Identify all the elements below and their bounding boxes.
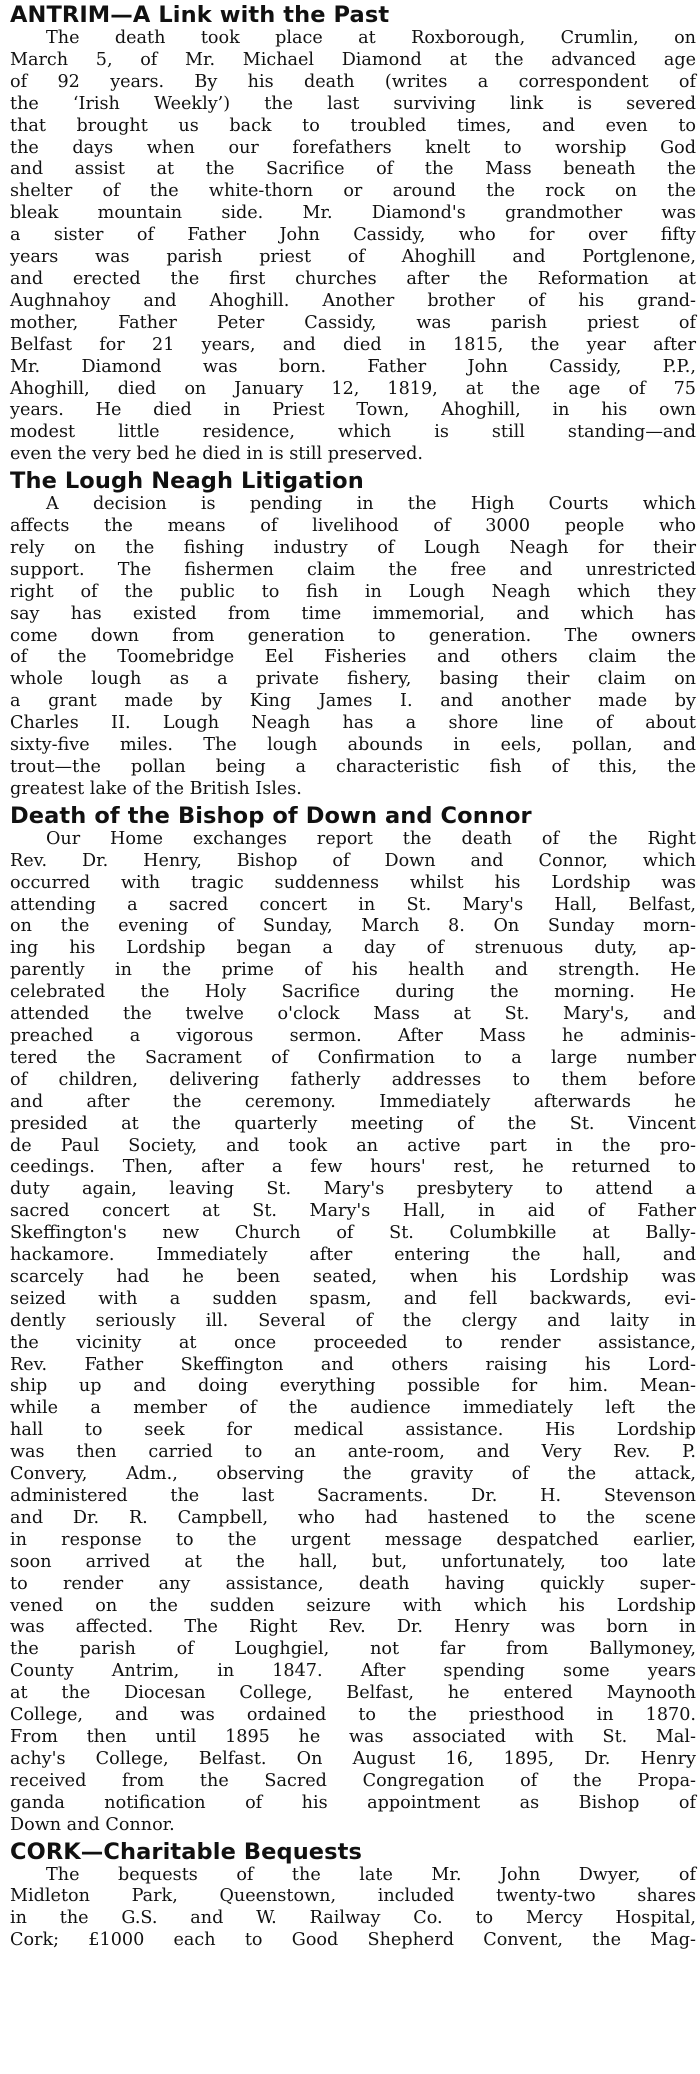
text-line: attended the twelve o'clock Mass at St. Mary's, and: [10, 1004, 696, 1025]
text-line: mother, Father Peter Cassidy, was parish priest of: [10, 312, 696, 333]
text-line: scarcely had he been seated, when his Lordship was: [10, 1266, 696, 1287]
text-line: ing his Lordship began a day of strenuous duty, ap-: [10, 938, 696, 959]
text-line: received from the Sacred Congregation of the Propa-: [10, 1770, 696, 1791]
text-line: of children, delivering fatherly addresses to them before: [10, 1069, 696, 1090]
article-cork-bequests: [10, 1837, 696, 1953]
article-lough-neagh: [10, 466, 696, 801]
text-line: Skeffington's new Church of St. Columbkille at Bally-: [10, 1223, 696, 1244]
text-line: even the very bed he died in is still preserved.: [10, 444, 423, 465]
text-line: at the Diocesan College, Belfast, he entered Maynooth: [10, 1683, 696, 1704]
text-line: rely on the fishing industry of Lough Neagh for their: [10, 537, 696, 558]
text-line: administered the last Sacraments. Dr. H. Stevenson: [10, 1486, 696, 1506]
text-line: vened on the sudden seizure with which his Lordship: [10, 1595, 696, 1616]
text-line: support. The fishermen claim the free and unrestricted: [10, 559, 696, 580]
text-line: and assist at the Sacrifice of the Mass beneath the: [10, 159, 696, 180]
text-line: shelter of the white-thorn or around the rock on the: [10, 181, 696, 202]
text-line: in response to the urgent message despatched earlier,: [10, 1529, 696, 1550]
text-line: parently in the prime of his health and strength. He: [10, 960, 696, 981]
text-line: Belfast for 21 years, and died in 1815, the year after: [10, 334, 696, 355]
article-antrim: [10, 0, 696, 466]
text-line: Midleton Park, Queenstown, included twenty-two shares: [10, 1886, 696, 1907]
text-line: Our Home exchanges report the death of the Right: [46, 828, 696, 849]
text-line: Cork; £1000 each to Good Shepherd Convent, the Mag-: [10, 1930, 696, 1951]
text-line: sixty-five miles. The lough abounds in eels, pollan, and: [10, 735, 696, 756]
text-line: the vicinity at once proceeded to render assistance,: [10, 1332, 696, 1353]
text-line: attending a sacred concert in St. Mary's Hall, Belfast,: [10, 894, 696, 915]
text-line: Convery, Adm., observing the gravity of the attack,: [10, 1464, 696, 1485]
text-line: Charles II. Lough Neagh has a shore line of about: [10, 713, 696, 734]
text-line: County Antrim, in 1847. After spending some years: [10, 1661, 696, 1682]
article-title: The Lough Neagh Litigation: [10, 468, 364, 495]
text-line: hackamore. Immediately after entering the hall, and: [10, 1245, 696, 1266]
text-line: A decision is pending in the High Courts which: [46, 494, 696, 515]
text-line: bleak mountain side. Mr. Diamond's grandmother was: [10, 203, 696, 224]
article-body: [10, 494, 696, 801]
text-line: was then carried to an ante-room, and Very Rev. P.: [10, 1442, 696, 1463]
text-line: ceedings. Then, after a few hours' rest, he returned to: [10, 1157, 696, 1178]
article-title: CORK—Charitable Bequests: [10, 1838, 363, 1865]
text-line: occurred with tragic suddenness whilst his Lordship was: [10, 872, 696, 893]
text-line: the days when our forefathers knelt to worship God: [10, 137, 696, 158]
text-line: was affected. The Right Rev. Dr. Henry was born in: [10, 1617, 696, 1638]
text-line: tered the Sacrament of Confirmation to a large number: [10, 1047, 696, 1068]
text-line: trout—the pollan being a characteristic fish of this, the: [10, 757, 696, 777]
article-title: ANTRIM—A Link with the Past: [10, 2, 390, 28]
text-line: the parish of Loughgiel, not far from Ballymoney,: [10, 1639, 696, 1660]
text-line: right of the public to fish in Lough Neagh which they: [10, 581, 696, 602]
text-line: and Dr. R. Campbell, who had hastened to the scene: [10, 1507, 696, 1528]
text-line: modest little residence, which is still standing—and: [10, 422, 696, 443]
article-bishop-death: [10, 801, 696, 1837]
text-line: hall to seek for medical assistance. His Lordship: [10, 1420, 696, 1441]
text-line: March 5, of Mr. Michael Diamond at the advanced age: [10, 49, 696, 70]
text-line: duty again, leaving St. Mary's presbytery to attend a: [10, 1179, 696, 1200]
text-line: the ‘Irish Weekly’) the last surviving link is severed: [10, 93, 696, 114]
text-line: presided at the quarterly meeting of the St. Vincent: [10, 1113, 696, 1134]
text-line: Rev. Father Skeffington and others raising his Lord-: [10, 1354, 696, 1375]
text-line: to render any assistance, death having quickly super-: [10, 1573, 696, 1594]
text-line: College, and was ordained to the priesthood in 1870.: [10, 1705, 696, 1726]
text-line: that brought us back to troubled times, and even to: [10, 115, 696, 136]
article-body: [10, 1865, 696, 1953]
text-line: and after the ceremony. Immediately afterwards he: [10, 1091, 696, 1112]
text-line: of 92 years. By his death (writes a correspondent of: [10, 71, 696, 92]
text-line: ganda notification of his appointment as Bishop of: [10, 1792, 696, 1813]
text-line: de Paul Society, and took an active part in the pro-: [10, 1135, 696, 1156]
text-line: The bequests of the late Mr. John Dwyer, of: [46, 1864, 696, 1885]
article-body: [10, 829, 696, 1837]
text-line: dently seriously ill. Several of the clergy and laity in: [10, 1310, 696, 1331]
text-line: seized with a sudden spasm, and fell backwards, evi-: [10, 1288, 696, 1309]
text-line: a grant made by King James I. and another made by: [10, 691, 696, 712]
text-line: in the G.S. and W. Railway Co. to Mercy Hospital,: [10, 1908, 696, 1929]
text-line: Aughnahoy and Ahoghill. Another brother of his grand-: [10, 290, 696, 311]
text-line: greatest lake of the British Isles.: [10, 778, 302, 799]
text-line: a sister of Father John Cassidy, who for over fifty: [10, 225, 696, 246]
text-line: soon arrived at the hall, but, unfortunately, too late: [10, 1551, 696, 1572]
text-line: years. He died in Priest Town, Ahoghill, in his own: [10, 400, 696, 421]
text-line: affects the means of livelihood of 3000 people who: [10, 516, 696, 537]
text-line: Rev. Dr. Henry, Bishop of Down and Connor, which: [10, 850, 696, 871]
text-line: on the evening of Sunday, March 8. On Sunday morn-: [10, 916, 696, 937]
text-line: celebrated the Holy Sacrifice during the morning. He: [10, 982, 696, 1003]
text-line: of the Toomebridge Eel Fisheries and others claim the: [10, 647, 696, 668]
text-line: years was parish priest of Ahoghill and Portglenone,: [10, 247, 696, 268]
text-line: sacred concert at St. Mary's Hall, in aid of Father: [10, 1201, 696, 1222]
text-line: while a member of the audience immediately left the: [10, 1398, 696, 1419]
text-line: say has existed from time immemorial, and which has: [10, 603, 696, 624]
text-line: preached a vigorous sermon. After Mass he adminis-: [10, 1025, 696, 1046]
text-line: whole lough as a private fishery, basing their claim on: [10, 669, 696, 690]
text-line: Ahoghill, died on January 12, 1819, at the age of 75: [10, 378, 696, 399]
text-line: ship up and doing everything possible for him. Mean-: [10, 1376, 696, 1397]
article-body: [10, 28, 696, 466]
text-line: The death took place at Roxborough, Crumlin, on: [46, 28, 696, 48]
text-line: Down and Connor.: [10, 1814, 175, 1835]
article-title: Death of the Bishop of Down and Connor: [10, 802, 532, 829]
text-line: achy's College, Belfast. On August 16, 1895, Dr. Henry: [10, 1748, 696, 1769]
text-line: Mr. Diamond was born. Father John Cassidy, P.P.,: [10, 356, 696, 377]
text-line: and erected the first churches after the Reformation at: [10, 268, 696, 289]
text-line: come down from generation to generation. The owners: [10, 625, 696, 646]
text-line: From then until 1895 he was associated with St. Mal-: [10, 1726, 696, 1747]
